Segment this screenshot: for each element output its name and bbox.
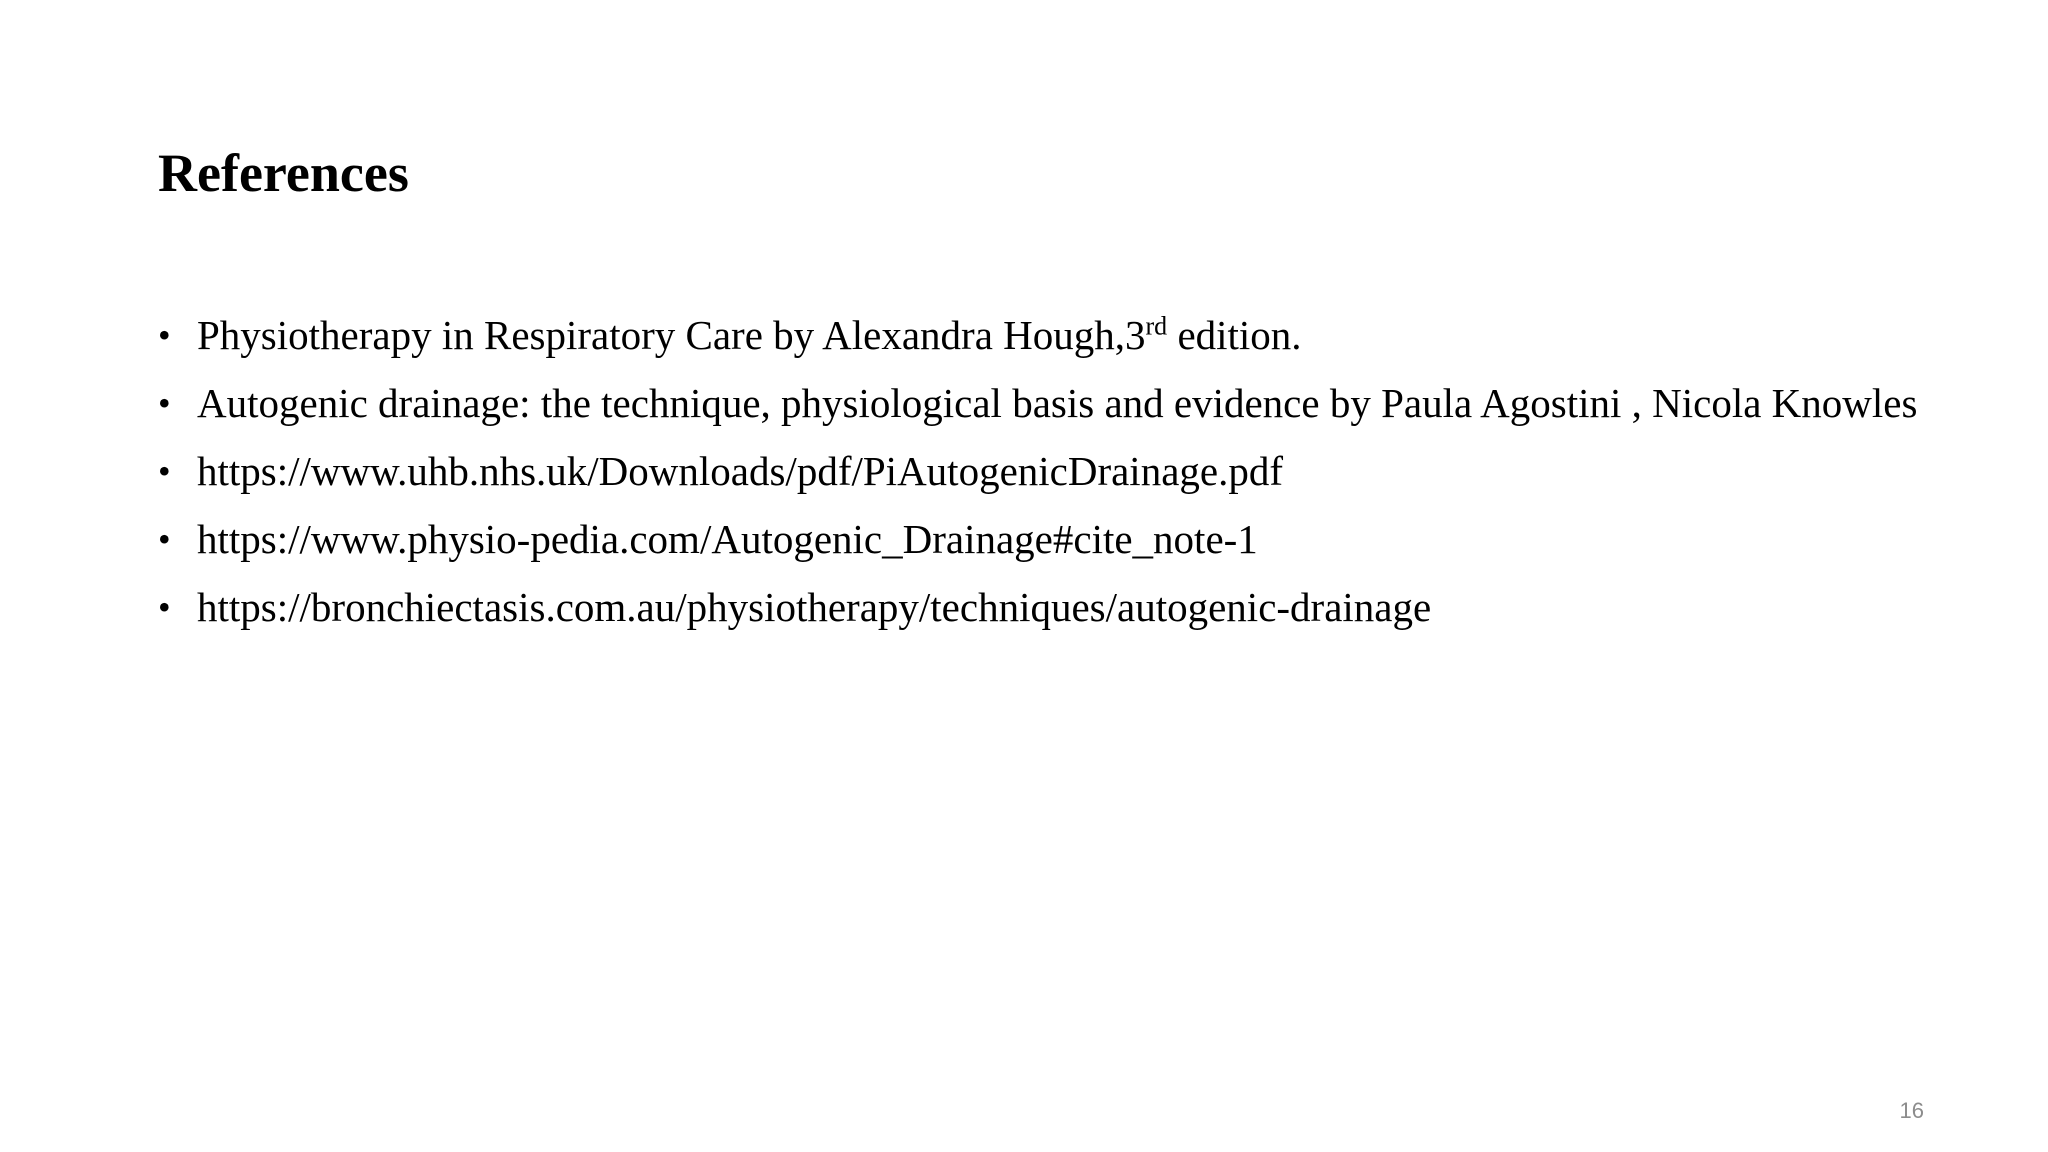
bullet-icon: •: [158, 315, 171, 355]
references-list: [158, 312, 1918, 652]
reference-item-1: [158, 312, 1918, 358]
slide-title: References: [158, 143, 409, 203]
reference-superscript: rd: [1145, 311, 1168, 341]
reference-item-2: [158, 380, 1918, 426]
reference-text: Autogenic drainage: the technique, physiological basis and evidence by Paula Agostini , Nicola Knowles: [197, 380, 1918, 426]
reference-link[interactable]: https://www.uhb.nhs.uk/Downloads/pdf/PiAutogenicDrainage.pdf: [197, 448, 1283, 494]
reference-text: Physiotherapy in Respiratory Care by Alexandra Hough,3: [197, 312, 1146, 358]
reference-item-4: [158, 516, 1918, 562]
reference-link[interactable]: https://bronchiectasis.com.au/physiotherapy/techniques/autogenic-drainage: [197, 584, 1432, 630]
reference-suffix: edition.: [1167, 312, 1302, 358]
reference-item-5: [158, 584, 1918, 630]
reference-link[interactable]: https://www.physio-pedia.com/Autogenic_Drainage#cite_note-1: [197, 516, 1258, 562]
bullet-icon: •: [158, 587, 171, 627]
bullet-icon: •: [158, 451, 171, 491]
reference-item-3: [158, 448, 1918, 494]
page-number: 16: [1899, 1098, 1924, 1123]
bullet-icon: •: [158, 519, 171, 559]
bullet-icon: •: [158, 383, 171, 423]
